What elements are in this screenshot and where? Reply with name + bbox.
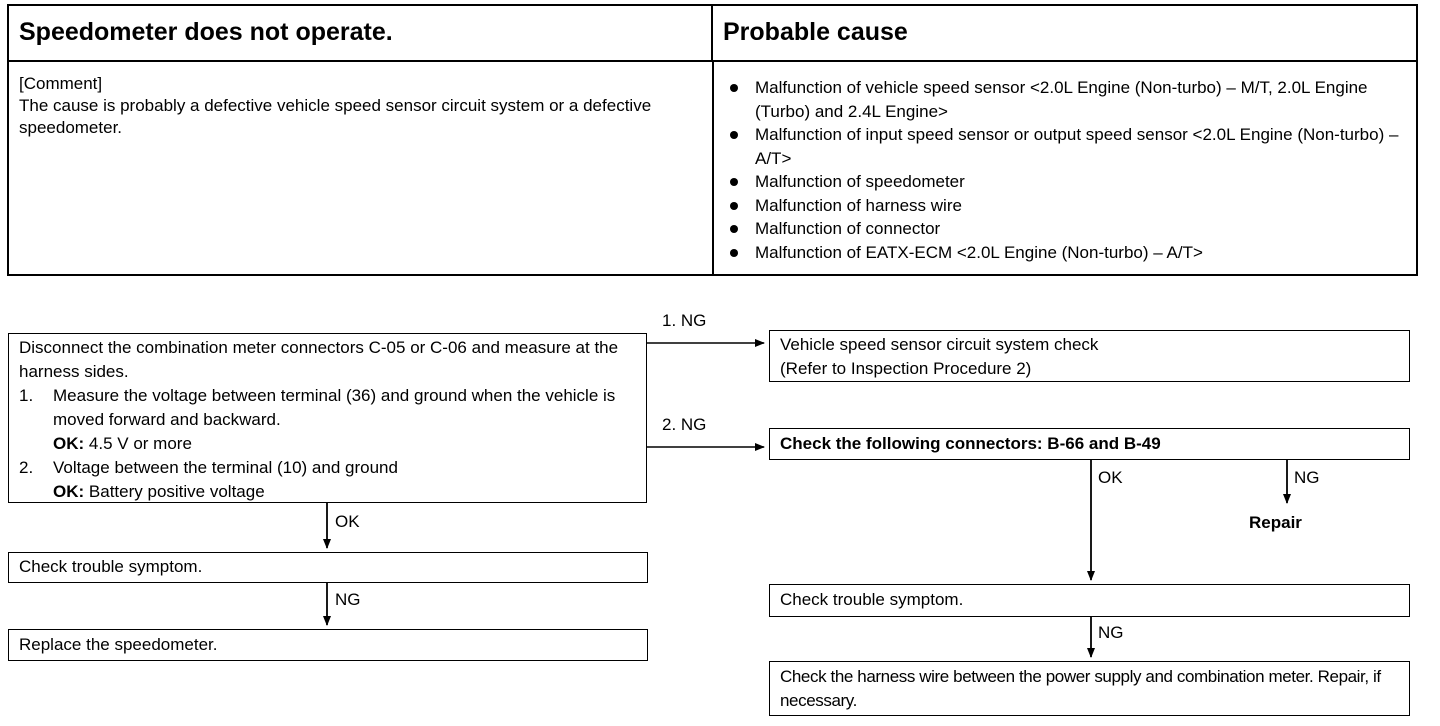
replace-speedometer-box: Replace the speedometer. [8, 629, 648, 661]
label-ng-left: NG [335, 590, 361, 609]
symptom-title: Speedometer does not operate. [7, 4, 713, 62]
label-ng2: 2. NG [662, 415, 707, 434]
label-ng-right-lower: NG [1098, 623, 1124, 642]
cause-item: Malfunction of vehicle speed sensor <2.0L Engine (Non-turbo) – M/T, 2.0L Engine (Turbo) and 2.4L Engine> [730, 76, 1420, 123]
label-ok-right: OK [1098, 468, 1123, 487]
comment-text: The cause is probably a defective vehicle speed sensor circuit system or a defective speedometer. [19, 96, 652, 137]
measure-step-2 [19, 456, 636, 480]
cause-item: Malfunction of EATX-ECM <2.0L Engine (Non-turbo) – A/T> [730, 241, 1420, 265]
step-number: 1. [19, 386, 34, 405]
cause-item: Malfunction of speedometer [730, 170, 1420, 194]
step-1-ok [19, 432, 636, 456]
repair-label: Repair [1249, 513, 1302, 532]
connector-check-box: Check the following connectors: B-66 and B-49 [769, 428, 1410, 460]
step-2-ok [19, 480, 636, 504]
cause-item: Malfunction of connector [730, 217, 1420, 241]
measure-step-box [8, 333, 647, 503]
step-text: Measure the voltage between terminal (36) and ground when the vehicle is moved forward and backward. [53, 386, 616, 429]
sensor-check-line2: (Refer to Inspection Procedure 2) [780, 359, 1032, 378]
step-text: Voltage between the terminal (10) and ground [53, 458, 398, 477]
cause-item: Malfunction of input speed sensor or output speed sensor <2.0L Engine (Non-turbo) – A/T> [730, 123, 1420, 170]
harness-check-box: Check the harness wire between the power supply and combination meter. Repair, if necessary. [769, 661, 1410, 716]
ok-value: Battery positive voltage [88, 482, 265, 501]
label-ng-right: NG [1294, 468, 1320, 487]
probable-cause-title: Probable cause [713, 4, 1418, 62]
ok-label: OK: [53, 482, 85, 501]
comment-tag: [Comment] [19, 74, 103, 93]
check-symptom-right-box: Check trouble symptom. [769, 584, 1410, 617]
measure-step-1 [19, 384, 636, 432]
label-ok-left: OK [335, 512, 360, 531]
ok-value: 4.5 V or more [88, 434, 192, 453]
measure-intro: Disconnect the combination meter connectors C-05 or C-06 and measure at the harness sides. [19, 338, 619, 381]
ok-label: OK: [53, 434, 85, 453]
check-symptom-left-box: Check trouble symptom. [8, 552, 648, 583]
cause-item: Malfunction of harness wire [730, 194, 1420, 218]
sensor-check-line1: Vehicle speed sensor circuit system check [780, 335, 1099, 354]
step-number: 2. [19, 458, 34, 477]
label-ng1: 1. NG [662, 311, 707, 330]
sensor-check-box [769, 330, 1410, 382]
